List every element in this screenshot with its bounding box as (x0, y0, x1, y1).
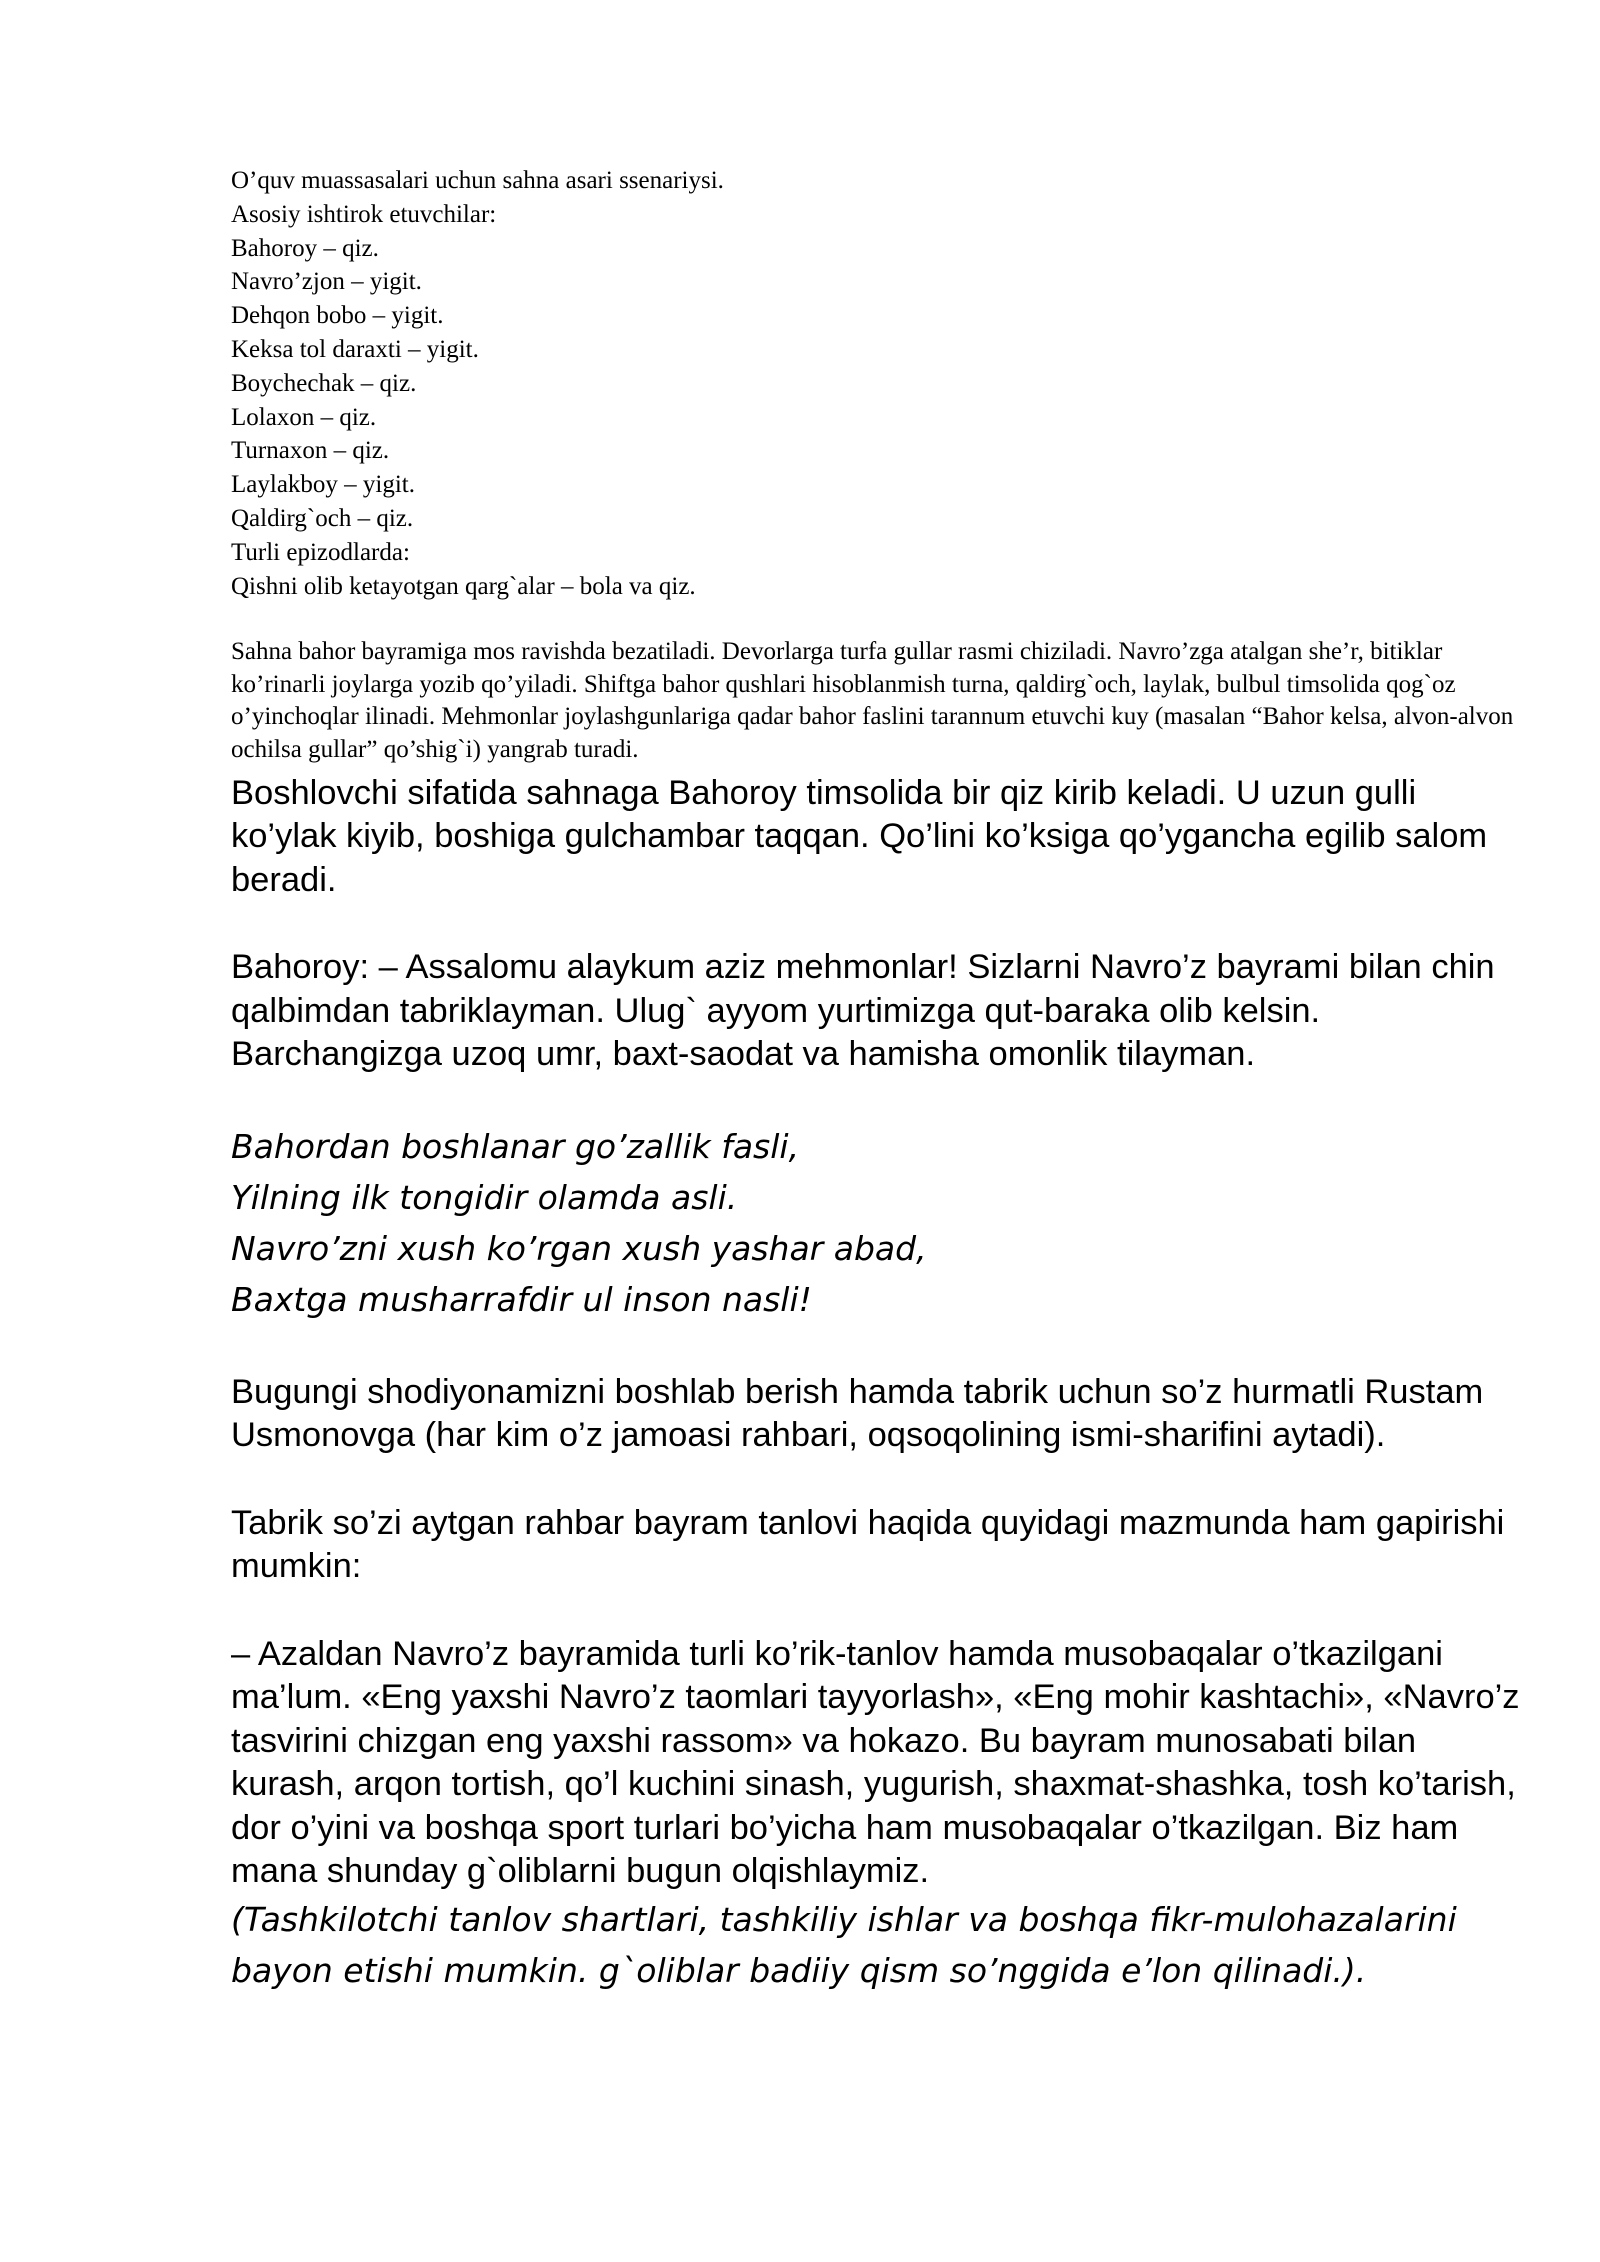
spacer (231, 902, 1521, 946)
spacer (231, 603, 1521, 636)
cast-item: Dehqon bobo – yigit. (231, 302, 444, 330)
competition-speech-paragraph: – Azaldan Navro’z bayramida turli ko’rik-tanlov hamda musobaqalar o’tkazilgani ma’lum. «Eng yaxshi Navro’z taomlari tayyorlash», «Eng mohir kashtachi», «Navro’z tasvirini chizgan eng yaxshi rassom» va hokazo. Bu bayram munosabati bilan kurash, arqon tortish, qo’l kuchini sinash, yugurish, shaxmat-shashka, tosh ko’tarish, dor o’yini va boshqa sport turlari bo’yicha ham musobaqalar o’tkazilgan. Biz ham mana shunday g`oliblarni bugun olqishlaymiz. (231, 1634, 1520, 1891)
spacer (231, 1325, 1521, 1371)
cast-item: Laylakboy – yigit. (231, 471, 415, 499)
cast-item: Qaldirg`och – qiz. (231, 504, 414, 532)
host-intro-paragraph: Boshlovchi sifatida sahnaga Bahoroy timsolida bir qiz kirib keladi. U uzun gulli ko’ylak kiyib, boshiga gulchambar taqqan. Qo’lini ko’ksiga qo’ygancha egilib salom beradi. (231, 773, 1488, 899)
cast-item: Qishni olib ketayotgan qarg`alar – bola va qiz. (231, 572, 696, 600)
character-list (231, 164, 1521, 603)
spacer (231, 1458, 1521, 1502)
organizer-note-paragraph: (Tashkilotchi tanlov shartlari, tashkiliy ishlar va boshqa fikr-mulohazalarini bayon etishi mumkin. g`oliblar badiiy qism so’nggida e’lon qilinadi.). (231, 1899, 1457, 1990)
cast-item: Turnaxon – qiz. (231, 437, 390, 465)
spacer (231, 1077, 1521, 1121)
poem-line: Navro’zni xush ko’rgan xush yashar abad, (231, 1228, 927, 1268)
poem (231, 1121, 1521, 1325)
cast-heading: Asosiy ishtirok etuvchilar: (231, 200, 497, 228)
stage-description: Sahna bahor bayramiga mos ravishda bezatiladi. Devorlarga turfa gullar rasmi chiziladi. Navro’zga atalgan she’r, bitiklar ko’rinarli joylarga yozib qo’yiladi. Shiftga bahor qushlari hisoblanmish turna, qaldirg`och, laylak, bulbul timsolida qog`oz o’yinchoqlar ilinadi. Mehmonlar joylashgunlariga qadar bahor faslini tarannum etuvchi kuy (masalan “Bahor kelsa, alvon-alvon ochilsa gullar” qo’shig`i) yangrab turadi. (231, 638, 1514, 763)
leader-note-paragraph: Tabrik so’zi aytgan rahbar bayram tanlovi haqida quyidagi mazmunda ham gapirishi mumkin: (231, 1503, 1505, 1586)
cast-item: Boychechak – qiz. (231, 369, 417, 397)
cast-item: Lolaxon – qiz. (231, 403, 377, 431)
cast-item: Keksa tol daraxti – yigit. (231, 335, 479, 363)
poem-line: Bahordan boshlanar go’zallik fasli, (231, 1126, 800, 1166)
invitation-paragraph: Bugungi shodiyonamizni boshlab berish hamda tabrik uchun so’z hurmatli Rustam Usmonovga (har kim o’z jamoasi rahbari, oqsoqolining ismi-sharifini aytadi). (231, 1372, 1484, 1455)
poem-line: Baxtga musharrafdir ul inson nasli! (231, 1279, 812, 1319)
document-body (231, 164, 1521, 1996)
cast-item: Navro’zjon – yigit. (231, 268, 422, 296)
bahoroy-greeting-paragraph: Bahoroy: – Assalomu alaykum aziz mehmonlar! Sizlarni Navro’z bayrami bilan chin qalbimdan tabriklayman. Ulug` ayyom yurtimizga qut-baraka olib kelsin. Barchangizga uzoq umr, baxt-saodat va hamisha omonlik tilayman. (231, 948, 1495, 1074)
spacer (231, 1589, 1521, 1633)
poem-line: Yilning ilk tongidir olamda asli. (231, 1177, 738, 1217)
script-title: O’quv muassasalari uchun sahna asari ssenariysi. (231, 167, 724, 194)
episodes-heading: Turli epizodlarda: (231, 538, 410, 566)
cast-item: Bahoroy – qiz. (231, 234, 379, 262)
